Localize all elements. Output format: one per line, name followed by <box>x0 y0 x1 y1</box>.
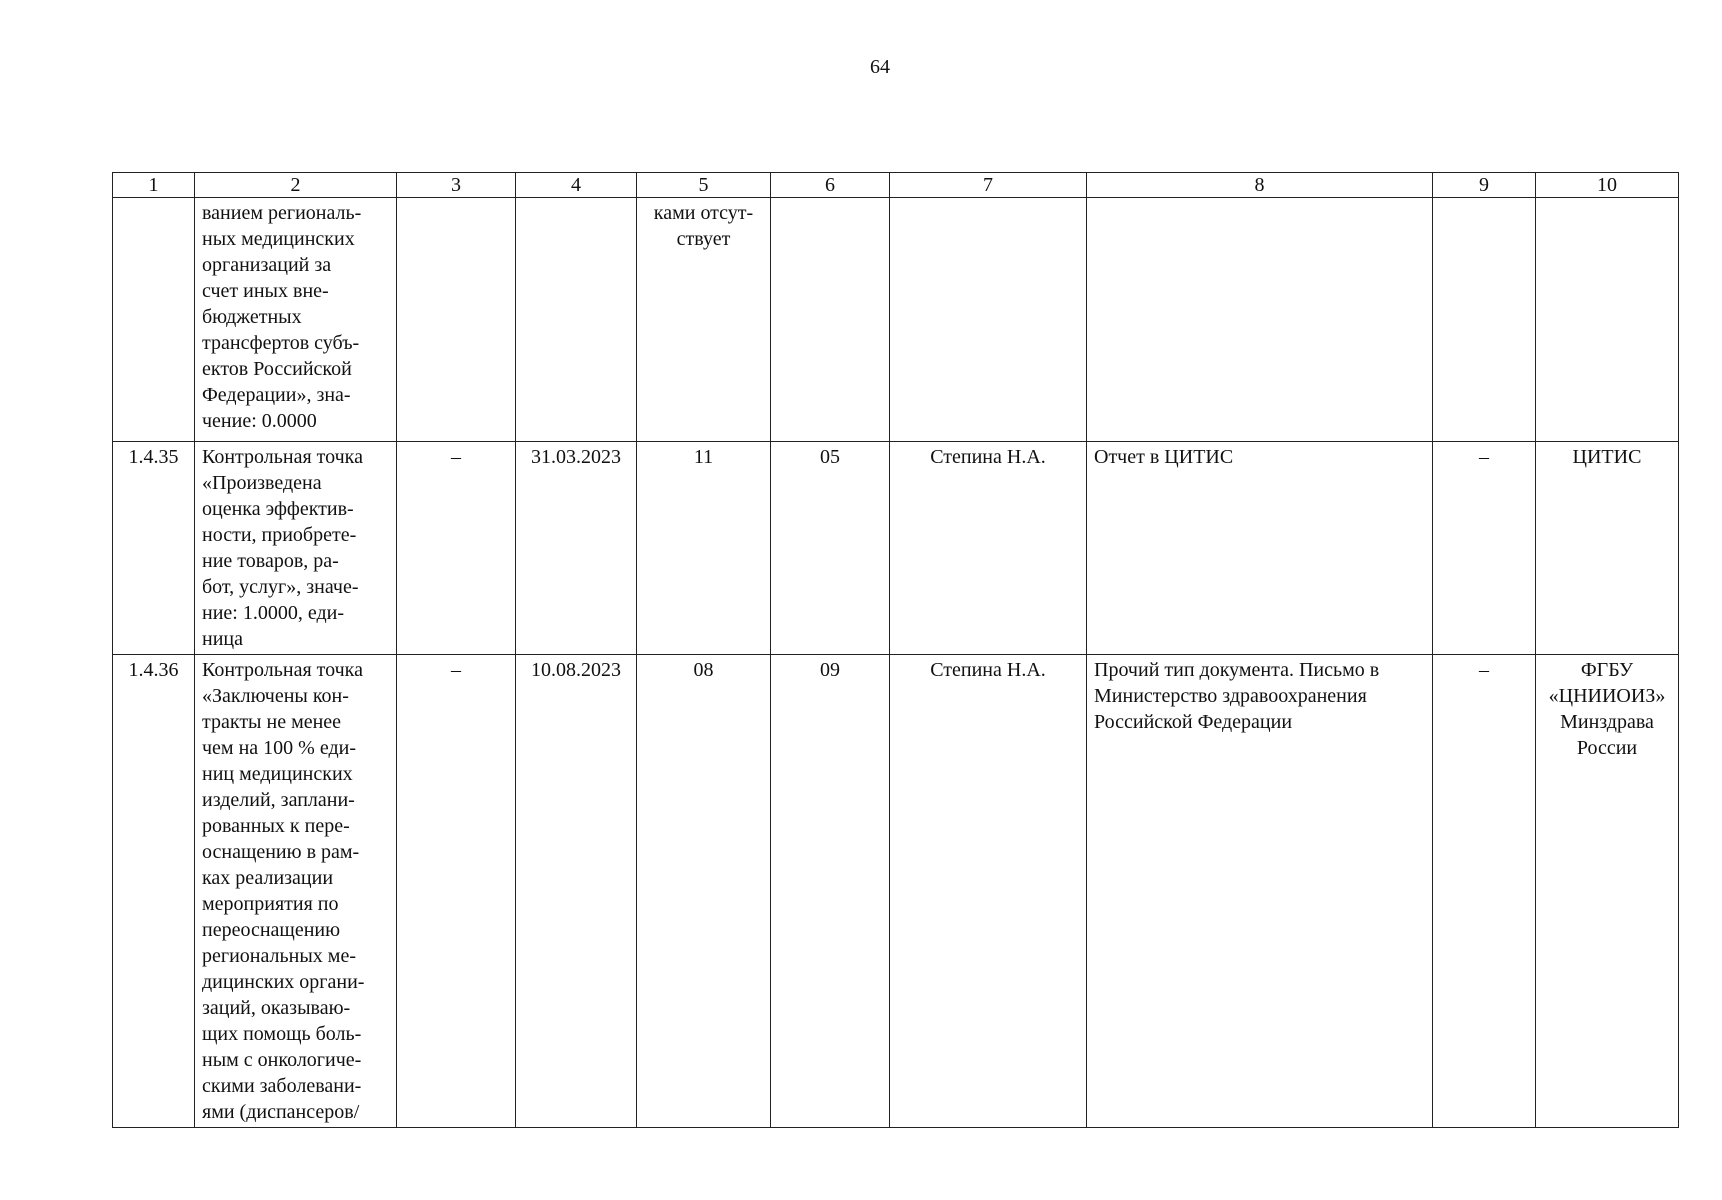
column-header: 6 <box>771 173 890 198</box>
table-row <box>113 442 1679 655</box>
row-col5: 11 <box>637 442 771 655</box>
row-col5: 08 <box>637 655 771 1128</box>
column-header: 4 <box>516 173 637 198</box>
row-system <box>1536 198 1679 442</box>
row-col9 <box>1433 198 1536 442</box>
row-description: Контрольная точка «Произведена оценка эффектив- ности, приобрете- ние товаров, ра- бот, услуг», значе- ние: 1.0000, еди- ница <box>195 442 397 655</box>
row-col9: – <box>1433 442 1536 655</box>
row-document <box>1087 198 1433 442</box>
row-date <box>516 198 637 442</box>
table-row <box>113 655 1679 1128</box>
column-header: 1 <box>113 173 195 198</box>
column-header: 3 <box>397 173 516 198</box>
column-header: 7 <box>890 173 1087 198</box>
row-col6: 09 <box>771 655 890 1128</box>
row-date: 31.03.2023 <box>516 442 637 655</box>
row-document: Прочий тип документа. Письмо в Министерство здравоохранения Российской Федерации <box>1087 655 1433 1128</box>
row-col3: – <box>397 442 516 655</box>
row-col6: 05 <box>771 442 890 655</box>
row-date: 10.08.2023 <box>516 655 637 1128</box>
row-description: Контрольная точка «Заключены кон- тракты не менее чем на 100 % еди- ниц медицинских изделий, заплани- рованных к пере- оснащению в рам- ках реализации мероприятия по переоснащению региональных ме- дицинских органи- заций, оказываю- щих помощь боль- ным с онкологиче- скими заболевани- ями (диспансеров/ <box>195 655 397 1128</box>
row-col9: – <box>1433 655 1536 1128</box>
row-description: ванием региональ- ных медицинских организаций за счет иных вне- бюджетных трансфертов субъ- ектов Российской Федерации», зна- чение: 0.0000 <box>195 198 397 442</box>
column-header: 5 <box>637 173 771 198</box>
row-system: ФГБУ «ЦНИИОИЗ» Минздрава России <box>1536 655 1679 1128</box>
page-number: 64 <box>870 56 890 78</box>
table-row <box>113 198 1679 442</box>
column-header: 2 <box>195 173 397 198</box>
row-responsible <box>890 198 1087 442</box>
column-number-row <box>113 173 1679 198</box>
column-header: 10 <box>1536 173 1679 198</box>
row-document: Отчет в ЦИТИС <box>1087 442 1433 655</box>
plan-table <box>112 172 1679 1128</box>
row-col6 <box>771 198 890 442</box>
row-col5: ками отсут- ствует <box>637 198 771 442</box>
row-number <box>113 198 195 442</box>
column-header: 8 <box>1087 173 1433 198</box>
row-col3: – <box>397 655 516 1128</box>
row-number: 1.4.35 <box>113 442 195 655</box>
row-col3 <box>397 198 516 442</box>
row-number: 1.4.36 <box>113 655 195 1128</box>
row-responsible: Степина Н.А. <box>890 442 1087 655</box>
row-system: ЦИТИС <box>1536 442 1679 655</box>
column-header: 9 <box>1433 173 1536 198</box>
row-responsible: Степина Н.А. <box>890 655 1087 1128</box>
